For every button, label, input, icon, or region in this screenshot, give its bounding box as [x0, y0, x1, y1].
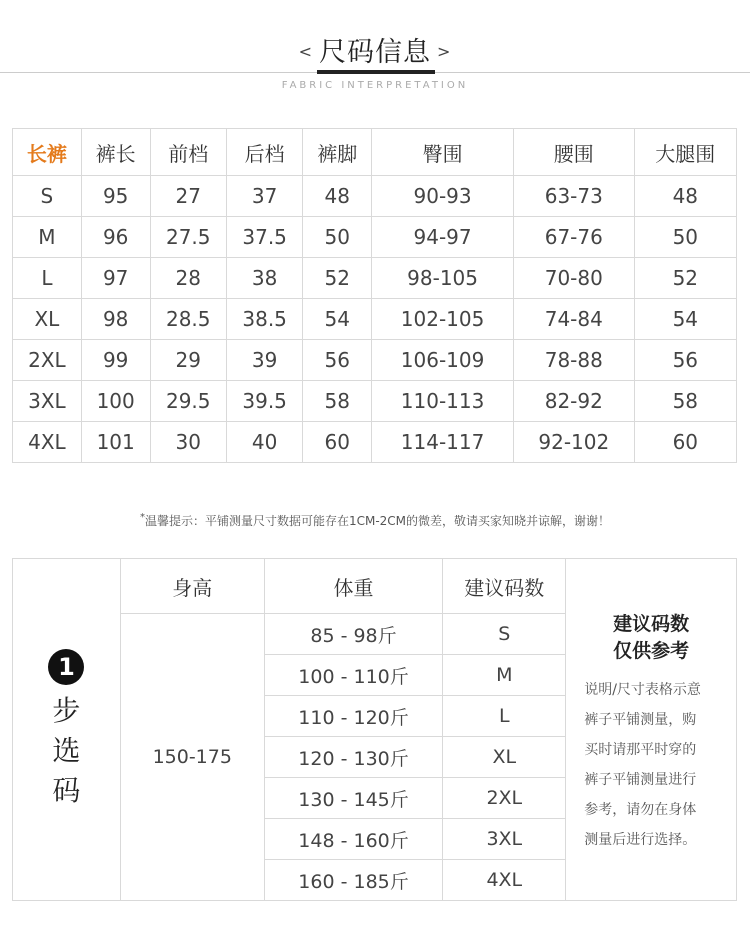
table-row: [13, 422, 737, 463]
table-cell: 82-92: [514, 381, 635, 422]
table-cell: 52: [303, 258, 372, 299]
note-text: 温馨提示：平铺测量尺寸数据可能存在1CM-2CM的微差，敬请买家知晓并谅解，谢谢！: [144, 514, 611, 528]
table-cell: 101: [81, 422, 150, 463]
column-header-waist: 腰围: [514, 129, 635, 176]
table-row: [13, 258, 737, 299]
table-cell: 30: [150, 422, 226, 463]
table-row: [13, 217, 737, 258]
table-row: [13, 299, 737, 340]
page-subtitle: FABRIC INTERPRETATION: [281, 80, 469, 91]
step-char-2: 选: [52, 733, 81, 767]
table-cell: 60: [634, 422, 736, 463]
title-underline: [317, 70, 435, 74]
table-cell: 48: [634, 176, 736, 217]
table-cell: 70-80: [514, 258, 635, 299]
size-label-cell: L: [13, 258, 82, 299]
step-number-badge: 1: [48, 649, 84, 685]
guide-header-weight: 体重: [264, 559, 443, 614]
weight-cell: 148 - 160斤: [264, 819, 443, 860]
table-cell: 114-117: [372, 422, 514, 463]
recommended-size-cell: 2XL: [443, 778, 566, 819]
size-label-cell: XL: [13, 299, 82, 340]
right-bracket: >: [437, 42, 452, 61]
column-header-length: 裤长: [81, 129, 150, 176]
advice-line: 裤子平铺测量，购: [584, 712, 697, 728]
note-asterisk: *: [139, 512, 145, 523]
recommended-size-cell: XL: [443, 737, 566, 778]
advice-cell: [566, 559, 737, 901]
table-cell: 29.5: [150, 381, 226, 422]
size-label-cell: 3XL: [13, 381, 82, 422]
table-cell: 60: [303, 422, 372, 463]
table-cell: 28.5: [150, 299, 226, 340]
recommended-size-cell: 4XL: [443, 860, 566, 901]
weight-cell: 160 - 185斤: [264, 860, 443, 901]
table-cell: 63-73: [514, 176, 635, 217]
guide-header-size: 建议码数: [443, 559, 566, 614]
table-cell: 56: [634, 340, 736, 381]
recommended-size-cell: 3XL: [443, 819, 566, 860]
advice-title-line-1: 建议码数: [613, 613, 690, 635]
step-char-1: 步: [52, 693, 81, 727]
table-row: [13, 176, 737, 217]
table-cell: 106-109: [372, 340, 514, 381]
table-cell: 110-113: [372, 381, 514, 422]
table-cell: 98-105: [372, 258, 514, 299]
advice-line: 说明/尺寸表格示意: [584, 682, 701, 698]
left-bracket: <: [298, 42, 313, 61]
table-cell: 96: [81, 217, 150, 258]
advice-line: 测量后进行选择。: [584, 832, 697, 848]
table-cell: 29: [150, 340, 226, 381]
height-range-cell: 150-175: [120, 614, 264, 901]
title-text: 尺码信息: [319, 37, 431, 68]
weight-cell: 130 - 145斤: [264, 778, 443, 819]
table-cell: 52: [634, 258, 736, 299]
weight-cell: 100 - 110斤: [264, 655, 443, 696]
size-chart-table: [12, 128, 737, 463]
table-cell: 56: [303, 340, 372, 381]
size-label-cell: 4XL: [13, 422, 82, 463]
table-cell: 50: [303, 217, 372, 258]
advice-line: 裤子平铺测量进行: [584, 772, 697, 788]
column-header-hip: 臀围: [372, 129, 514, 176]
table-cell: 102-105: [372, 299, 514, 340]
step-char-3: 码: [52, 773, 81, 807]
column-header-thigh: 大腿围: [634, 129, 736, 176]
table-cell: 94-97: [372, 217, 514, 258]
table-cell: 99: [81, 340, 150, 381]
column-header-front-rise: 前档: [150, 129, 226, 176]
column-header-leg-opening: 裤脚: [303, 129, 372, 176]
table-cell: 38.5: [226, 299, 302, 340]
size-label-cell: 2XL: [13, 340, 82, 381]
advice-body: [566, 675, 736, 855]
table-cell: 27: [150, 176, 226, 217]
recommended-size-cell: M: [443, 655, 566, 696]
table-cell: 40: [226, 422, 302, 463]
table-cell: 38: [226, 258, 302, 299]
table-cell: 90-93: [372, 176, 514, 217]
size-table-header-row: [13, 129, 737, 176]
size-guide-table: [12, 558, 737, 901]
recommended-size-cell: L: [443, 696, 566, 737]
weight-cell: 110 - 120斤: [264, 696, 443, 737]
table-cell: 100: [81, 381, 150, 422]
column-header-back-rise: 后档: [226, 129, 302, 176]
table-cell: 48: [303, 176, 372, 217]
table-cell: 78-88: [514, 340, 635, 381]
table-cell: 37: [226, 176, 302, 217]
table-cell: 92-102: [514, 422, 635, 463]
table-cell: 50: [634, 217, 736, 258]
table-row: [13, 381, 737, 422]
weight-cell: 120 - 130斤: [264, 737, 443, 778]
tip-note: [0, 512, 750, 529]
size-guide-body: [13, 559, 737, 901]
table-cell: 39.5: [226, 381, 302, 422]
step-cell: [13, 559, 121, 901]
table-cell: 58: [634, 381, 736, 422]
guide-header-row: [13, 559, 737, 614]
table-cell: 58: [303, 381, 372, 422]
table-cell: 98: [81, 299, 150, 340]
weight-cell: 85 - 98斤: [264, 614, 443, 655]
advice-line: 参考，请勿在身体: [584, 802, 697, 818]
advice-title-line-2: 仅供参考: [613, 640, 690, 662]
table-cell: 95: [81, 176, 150, 217]
size-table-body: [13, 176, 737, 463]
size-label-cell: S: [13, 176, 82, 217]
table-row: [13, 340, 737, 381]
size-label-cell: M: [13, 217, 82, 258]
table-cell: 54: [634, 299, 736, 340]
page-title: [0, 30, 750, 69]
guide-header-height: 身高: [120, 559, 264, 614]
table-cell: 37.5: [226, 217, 302, 258]
table-cell: 27.5: [150, 217, 226, 258]
recommended-size-cell: S: [443, 614, 566, 655]
table-cell: 39: [226, 340, 302, 381]
advice-line: 买时请那平时穿的: [584, 742, 697, 758]
table-cell: 54: [303, 299, 372, 340]
table-cell: 67-76: [514, 217, 635, 258]
column-header-pants: 长裤: [13, 129, 82, 176]
table-cell: 97: [81, 258, 150, 299]
table-cell: 74-84: [514, 299, 635, 340]
table-cell: 28: [150, 258, 226, 299]
